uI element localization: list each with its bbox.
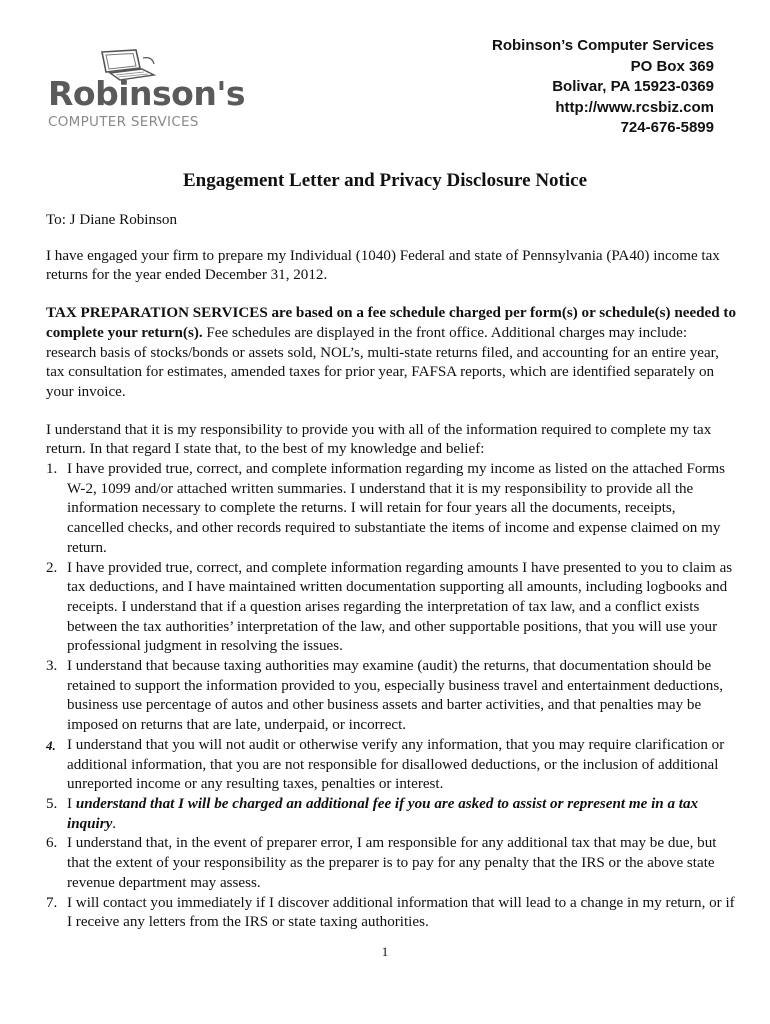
list-item: 1. I have provided true, correct, and complete information regarding my income as listed on the attached Forms W-2, 1099 and/or attached written summaries. I understand that it is my responsibility to provide all the information necessary to complete the returns. I will retain for four years all the documents, receipts, cancelled checks, and other records required to substantiate the items of income and expense claimed on my return. [46, 461, 726, 556]
website-link[interactable]: http://www.rcsbiz.com [555, 98, 714, 116]
tax-preparation-text: Fee schedules are displayed in the front office. Additional charges may include: research basis of stocks/bonds or assets sold, NOL’s, multi-state returns filed, and accounting for an entire year, tax consultation for estimates, amended taxes for prior year, FAFSA reports, which are identified separately on your invoice. [46, 324, 719, 400]
letter-body [46, 211, 736, 933]
engagement-paragraph: I have engaged your firm to prepare my Individual (1040) Federal and state of Pennsylvania (PA40) income tax returns for the year ended December 31, 2012. [46, 247, 720, 284]
acknowledgement-list [46, 460, 736, 933]
to-line: To: J Diane Robinson [46, 212, 178, 228]
list-item: 2. I have provided true, correct, and complete information regarding amounts I have presented to you to claim as tax deductions, and I have maintained written documentation supporting all amounts, including logbooks and receipts. I understand that if a question arises regarding the interpretation of tax law, and a conflict exists between the tax authorities’ interpretation of the law, and other supportable positions, that you will use your professional judgment in resolving the issues. [46, 559, 733, 655]
page-title: Engagement Letter and Privacy Disclosure Notice [182, 170, 588, 191]
list-item: 3. I understand that because taxing authorities may examine (audit) the returns, that documentation should be retained to support the information provided to you, especially business travel and entertainment deductions, business use percentage of autos and other business assets and barter activities, and that penalties may be imposed on returns that are late, underpaid, or incorrect. [46, 658, 723, 734]
company-name: Robinson’s Computer Services [492, 37, 714, 54]
responsibility-intro: I understand that it is my responsibility to provide you with all of the information required to complete my tax return. In that regard I state that, to the best of my knowledge and belief: [46, 421, 712, 458]
tax-preparation-paragraph [46, 304, 736, 403]
logo-name: Robinson's [48, 74, 246, 113]
company-logo [44, 44, 246, 134]
page-number: 1 [381, 944, 389, 959]
list-item: 7. I will contact you immediately if I discover additional information that will lead to a change in my return, or if I receive any letters from the IRS or state taxing authorities. [46, 894, 735, 931]
list-item: 5. I understand that I will be charged an additional fee if you are asked to assist or represent me in a tax inquiry. [46, 795, 699, 832]
additional-fee-notice: understand that I will be charged an additional fee if you are asked to assist or represent me in a tax inquiry [67, 795, 699, 832]
list-item: 6. I understand that, in the event of preparer error, I am responsible for any additional tax that may be due, but that the extent of your responsibility as the preparer is to pay for any penalty that the IRS or the above state revenue department may assess. [46, 835, 717, 891]
tax-preparation-heading: TAX PREPARATION SERVICES are based on a fee schedule charged per form(s) or schedule(s) needed to complete your return(s). [46, 305, 736, 341]
address-block [492, 36, 714, 139]
city-state-zip: Bolivar, PA 15923-0369 [552, 78, 714, 95]
phone-number: 724-676-5899 [620, 119, 714, 136]
po-box: PO Box 369 [630, 57, 714, 75]
list-item: 4. I understand that you will not audit or otherwise verify any information, that you may require clarification or additional information, that you are not responsible for disallowed deductions, or the inclusion of additional unreported income or any resulting taxes, penalties or interest. [46, 736, 725, 793]
logo-subtitle: COMPUTER SERVICES [48, 114, 199, 130]
